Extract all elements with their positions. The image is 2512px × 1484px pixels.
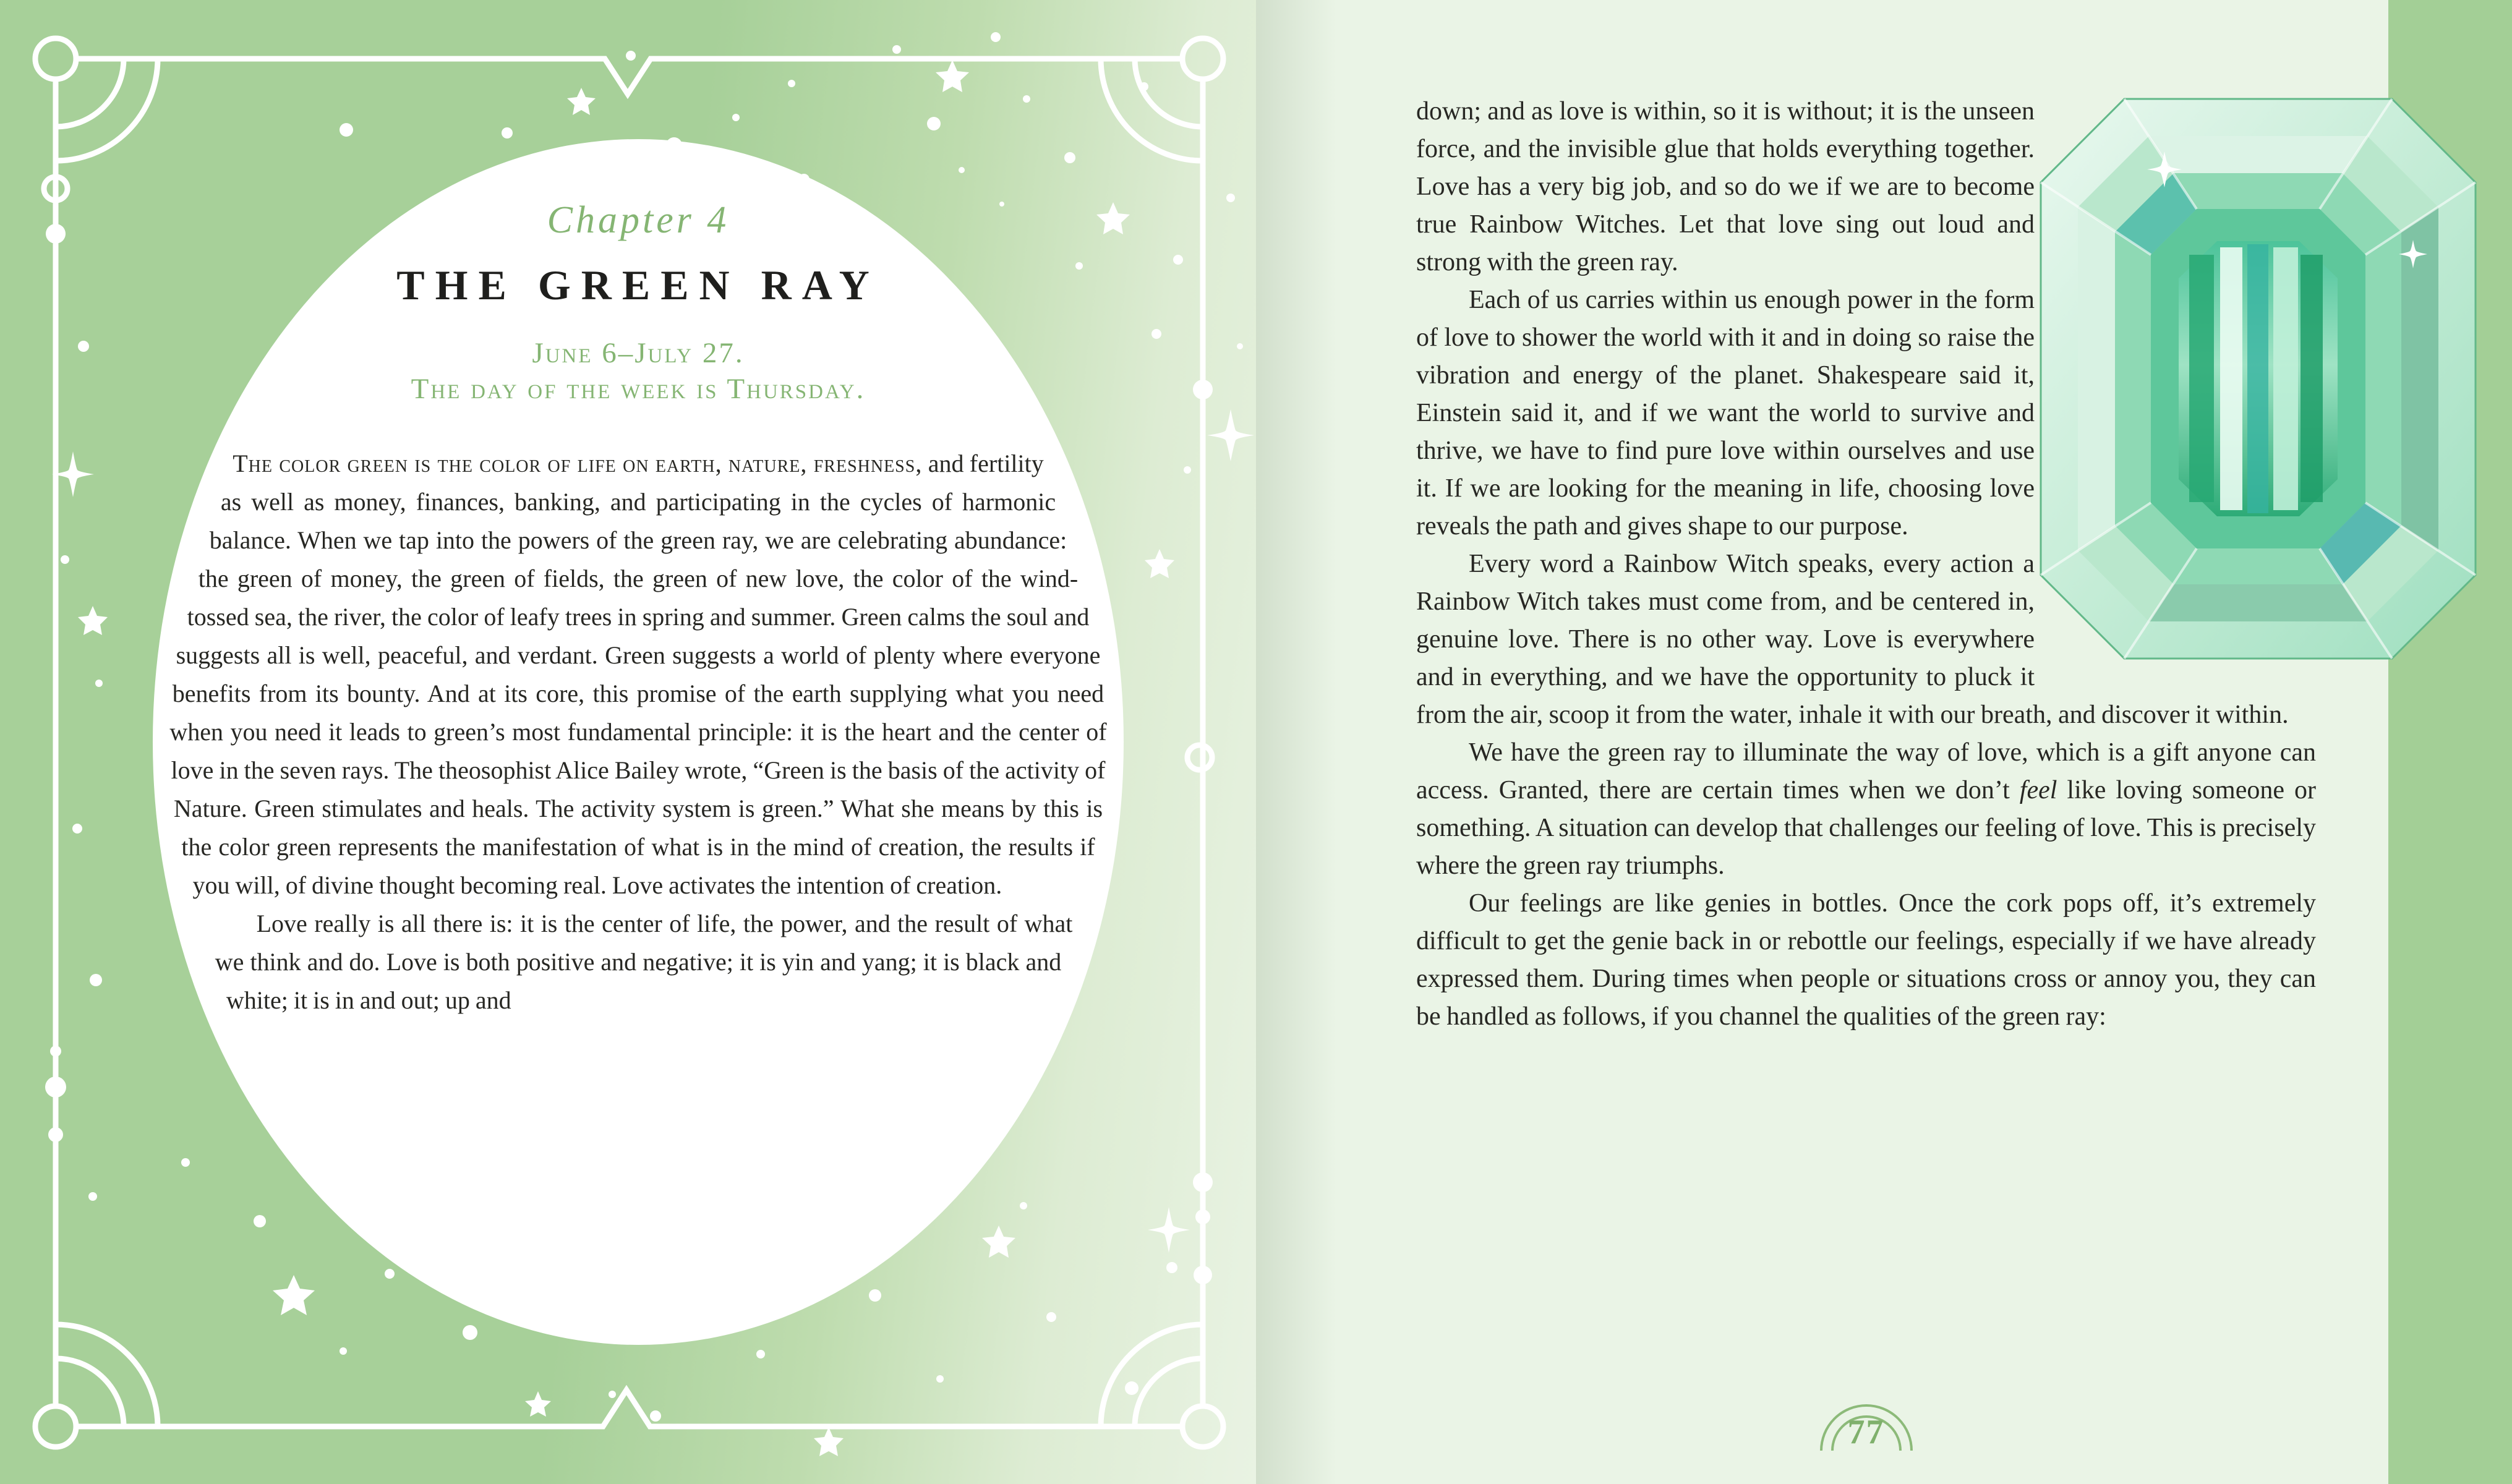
chapter-dates: June 6–July 27. [532, 337, 745, 369]
right-page [1256, 0, 2512, 1484]
right-paragraph-5: Our feelings are like genies in bottles. Once the cork pops off, it’s extremely difficult to get the genie back in or rebottle our feelings, especially if we have already expressed them. During times when people or situations cross or annoy you, they can be handled as follows, if you channel the qualities of the green ray: [1416, 889, 2316, 1031]
chapter-label: Chapter 4 [547, 199, 730, 241]
emerald-gemstone-illustration [2035, 93, 2482, 665]
page-number: 77 [1847, 1413, 1885, 1451]
p4-post: like loving someone or something. A situation can develop that challenges our feeling of love. This is precisely where the green ray triumphs. [1416, 776, 2316, 880]
page-number-block [1416, 1386, 2316, 1457]
chapter-weekday: The day of the week is Thursday. [411, 373, 866, 405]
left-body-paragraph-2: Love really is all there is: it is the center of life, the power, and the result of what we think and do. Love is both positive and negative; it is yin and yang; it is black and white; it is in and out; up and [215, 910, 1073, 1014]
p4-pre: We have the green ray to illuminate the way of love, which is a gift anyone can access. Granted, there are certain times when we don’t [1416, 738, 2316, 804]
right-paragraph-2: Each of us carries within us enough power in the form of love to shower the world with it and in doing so raise the vibration and energy of the planet. Shakespeare said it, Einstein said it, and if we want the world to survive and thrive, we have to find pure love within ourselves and use it. If we are looking for the meaning in life, choosing love reveals the path and gives shape to our purpose. [1416, 286, 2035, 540]
italic-feel: feel [2019, 776, 2057, 804]
right-paragraph-3: Every word a Rainbow Witch speaks, every action a Rainbow Witch takes must come from, and be centered in, genuine love. There is no other way. Love is everywhere and in everything, and we have the opportunity to pluck it from the air, scoop it from the water, inhale it with our breath, and discover it within. [1416, 550, 2289, 729]
right-paragraph-4 [1416, 734, 2316, 885]
gem-table-stripes [2189, 244, 2323, 513]
chapter-title: THE GREEN RAY [396, 262, 880, 309]
left-body-paragraph-1 [153, 445, 1124, 905]
left-body-text: and fertility as well as money, finances, banking, and participating in the cycles of harmonic balance. When we tap into the powers of the green ray, we are celebrating abundance: the green of money, the green of fields, the green of new love, the color of the wind-tossed sea, the river, the color of leafy trees in spring and summer. Green calms the soul and suggests all is well, peaceful, and verdant. Green suggests a world of plenty where everyone benefits from its bounty. And at its core, this promise of the earth supplying what you need when you need it leads to green’s most fundamental principle: it is the heart and the center of love in the seven rays. The theosophist Alice Bailey wrote, “Green is the basis of the activity of Nature. Green stimulates and heals. The activity system is green.” What she means by this is the color green represents the manifestation of what is in the mind of creation, the results if you will, of divine thought becoming real. Love activates the intention of creation. [169, 450, 1107, 899]
right-paragraph-1: down; and as love is within, so it is without; it is the unseen force, and the invisible glue that holds everything together. Love has a very big job, and so do we if we are to become true Rainbow Witches. Let that love sing out loud and strong with the green ray. [1416, 97, 2035, 276]
lead-small-caps: The color green is the color of life on earth, nature, freshness, [233, 450, 923, 477]
chapter-content [153, 139, 1124, 1345]
